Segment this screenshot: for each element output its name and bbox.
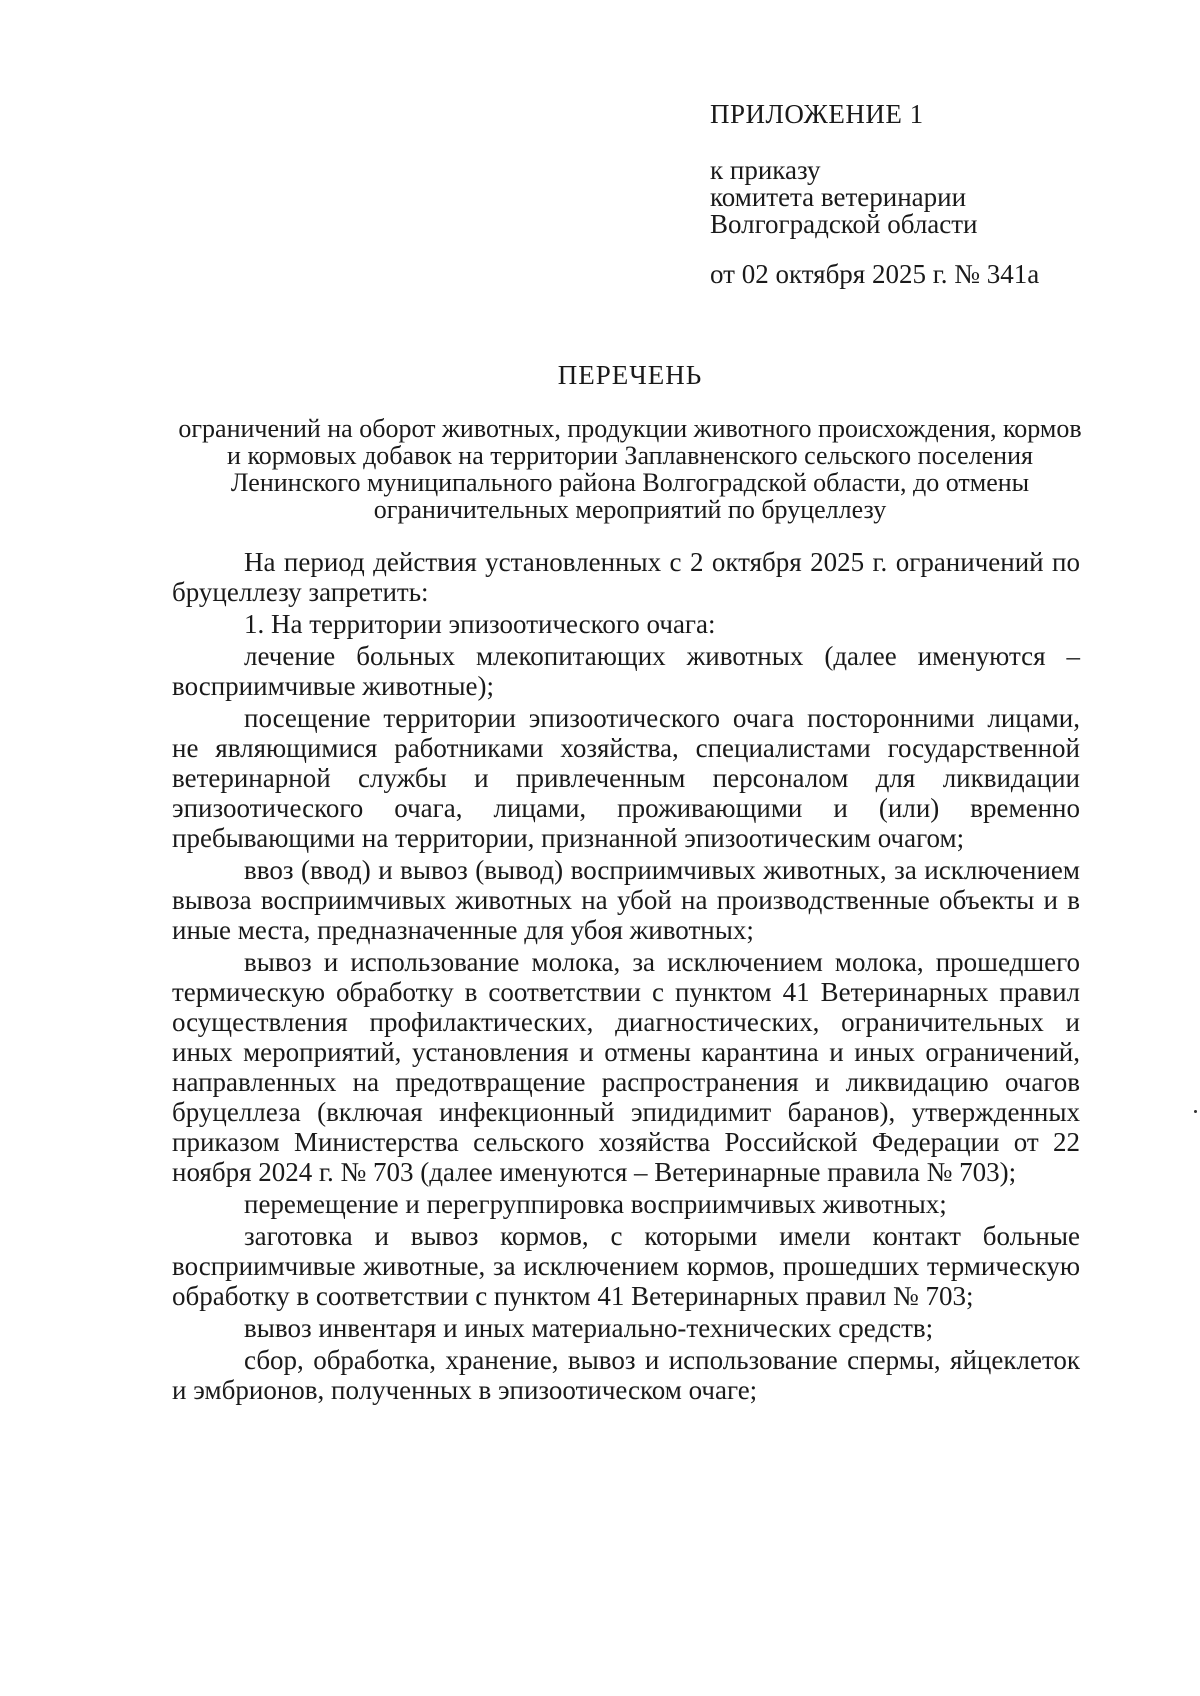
order-line: Волгоградской области bbox=[710, 209, 978, 239]
order-line: комитета ветеринарии bbox=[710, 182, 967, 212]
paragraph-feed: заготовка и вывоз кормов, с которыми имели контакт больные восприимчивые животные, за исключением кормов, прошедших термическую обработку в соответствии с пунктом 41 Ветеринарных правил № 703; bbox=[172, 1221, 1080, 1311]
paragraph-treatment: лечение больных млекопитающих животных (далее именуются – восприимчивые животные); bbox=[172, 641, 1080, 701]
paragraph-intro: На период действия установленных с 2 октября 2025 г. ограничений по бруцеллезу запретить: bbox=[172, 547, 1080, 607]
paragraph-visits: посещение территории эпизоотического очага посторонними лицами, не являющимися работниками хозяйства, специалистами государственной ветеринарной службы и привлеченным персоналом для ликвидации эпизоотического очага, лицами, проживающими и (или) временно пребывающими на территории, признанной эпизоотическим очагом; bbox=[172, 703, 1080, 853]
paragraph-section-1: 1. На территории эпизоотического очага: bbox=[244, 609, 716, 639]
paragraph-milk: вывоз и использование молока, за исключением молока, прошедшего термическую обработку в соответствии с пунктом 41 Ветеринарных правил осуществления профилактических, диагностических, ограничительных и иных мероприятий, установления и отмены карантина и иных ограничений, направленных на предотвращение распространения и ликвидацию очагов бруцеллеза (включая инфекционный эпидидимит баранов), утвержденных приказом Министерства сельского хозяйства Российской Федерации от 22 ноября 2024 г. № 703 (далее именуются – Ветеринарные правила № 703); bbox=[172, 947, 1080, 1187]
order-reference bbox=[710, 157, 1130, 238]
document-heading: ПЕРЕЧЕНЬ bbox=[557, 360, 703, 390]
paragraph-import-export: ввоз (ввод) и вывоз (вывод) восприимчивых животных, за исключением вывоза восприимчивых животных на убой на производственные объекты и в иные места, предназначенные для убоя животных; bbox=[172, 855, 1080, 945]
document-body bbox=[172, 547, 1080, 1405]
paragraph-regrouping: перемещение и перегруппировка восприимчивых животных; bbox=[244, 1189, 947, 1219]
appendix-block bbox=[710, 100, 1130, 289]
appendix-title: ПРИЛОЖЕНИЕ 1 bbox=[710, 99, 924, 129]
order-line: к приказу bbox=[710, 155, 821, 185]
paragraph-inventory: вывоз инвентаря и иных материально-технических средств; bbox=[244, 1313, 934, 1343]
paragraph-sperm: сбор, обработка, хранение, вывоз и использование спермы, яйцеклеток и эмбрионов, полученных в эпизоотическом очаге; bbox=[172, 1345, 1080, 1405]
scan-speck bbox=[1194, 1110, 1197, 1113]
order-date: от 02 октября 2025 г. № 341а bbox=[710, 259, 1040, 289]
document-subtitle: ограничений на оборот животных, продукции животного происхождения, кормов и кормовых добавок на территории Заплавненского сельского поселения Ленинского муниципального района Волгоградской области, до отмены ограничительных мероприятий по бруцеллезу bbox=[178, 414, 1082, 524]
